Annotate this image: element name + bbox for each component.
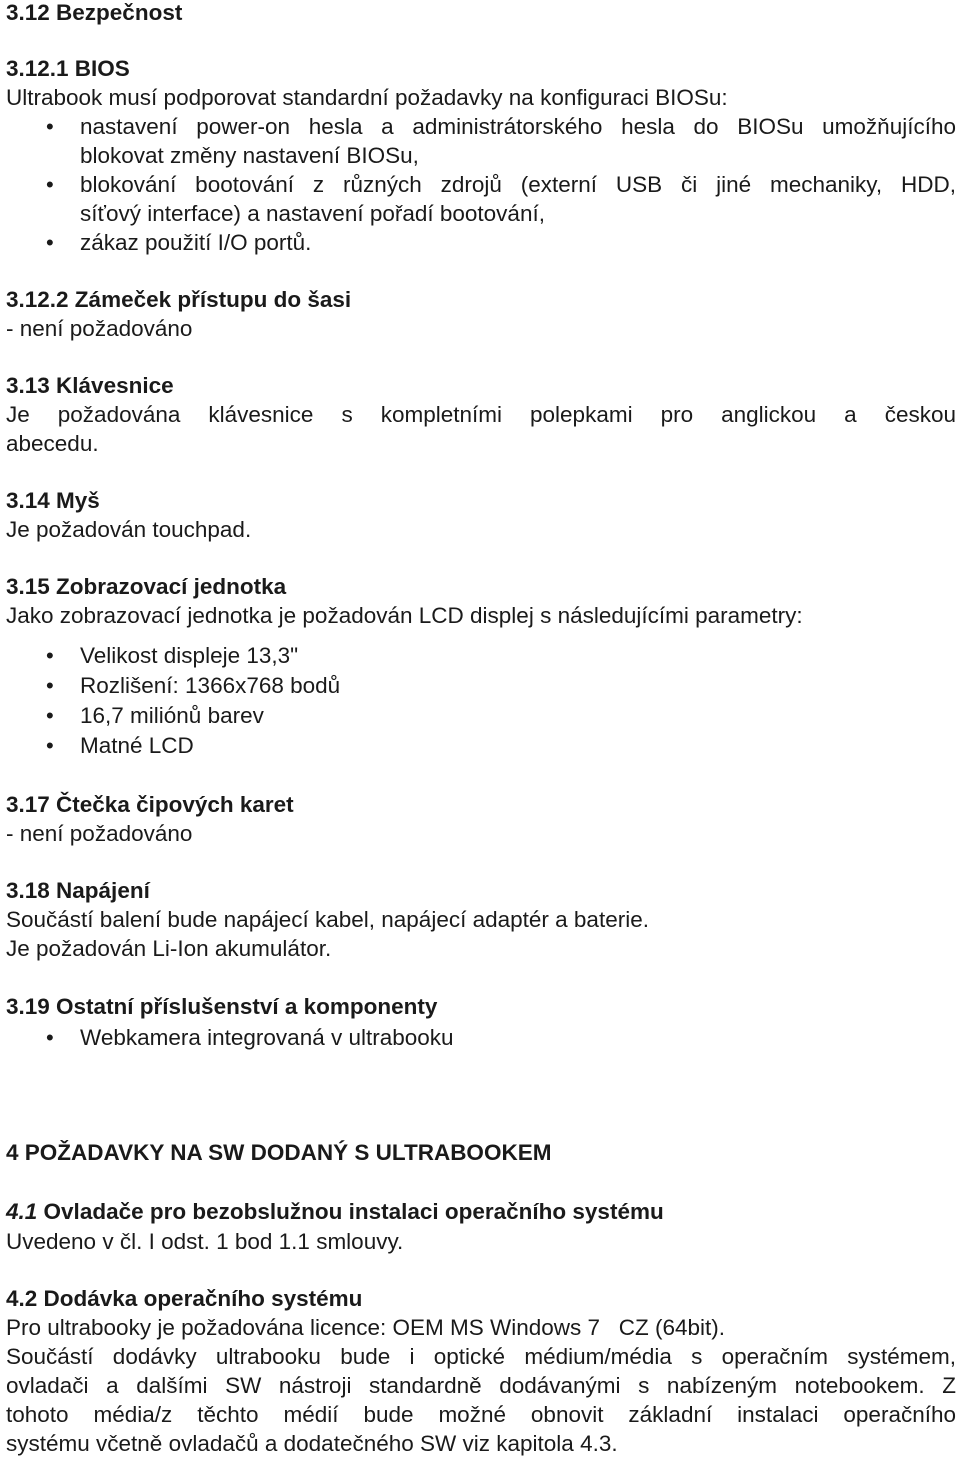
section-heading-3-14: 3.14 Myš <box>6 488 100 513</box>
list-item: zákaz použití I/O portů. <box>80 230 312 255</box>
paragraph: Pro ultrabooky je požadována licence: OEM MS Windows 7 CZ (64bit). <box>6 1315 726 1340</box>
list-item: blokování bootování z různých zdrojů (externí USB či jiné mechaniky, HDD, <box>80 172 956 197</box>
list-item: Webkamera integrovaná v ultrabooku <box>80 1025 454 1050</box>
paragraph: Je požadován Li-Ion akumulátor. <box>6 936 332 961</box>
paragraph: - není požadováno <box>6 821 193 846</box>
paragraph: Součástí balení bude napájecí kabel, napájecí adaptér a baterie. <box>6 907 649 932</box>
section-heading-3-13: 3.13 Klávesnice <box>6 373 174 398</box>
list-item: Velikost displeje 13,3" <box>80 643 299 668</box>
paragraph: Ultrabook musí podporovat standardní požadavky na konfiguraci BIOSu: <box>6 85 728 110</box>
section-heading-3-12-1: 3.12.1 BIOS <box>6 56 130 81</box>
list-item-continuation: blokovat změny nastavení BIOSu, <box>80 143 419 168</box>
bullet-icon: • <box>46 733 54 758</box>
chapter-heading-4: 4 POŽADAVKY NA SW DODANÝ S ULTRABOOKEM <box>6 1140 552 1165</box>
section-heading-3-15: 3.15 Zobrazovací jednotka <box>6 574 287 599</box>
paragraph: Součástí dodávky ultrabooku bude i optické médium/média s operačním systémem, <box>6 1344 956 1369</box>
paragraph: Je požadována klávesnice s kompletními polepkami pro anglickou a českou <box>6 402 956 427</box>
bullet-icon: • <box>46 1025 54 1050</box>
list-item: Rozlišení: 1366x768 bodů <box>80 673 341 698</box>
section-heading-4-2: 4.2 Dodávka operačního systému <box>6 1286 363 1311</box>
section-heading-3-12: 3.12 Bezpečnost <box>6 0 183 25</box>
section-heading-3-18: 3.18 Napájení <box>6 878 150 903</box>
paragraph-continuation: abecedu. <box>6 431 99 456</box>
bullet-icon: • <box>46 172 54 197</box>
list-item: 16,7 miliónů barev <box>80 703 264 728</box>
paragraph: Je požadován touchpad. <box>6 517 252 542</box>
bullet-icon: • <box>46 703 54 728</box>
paragraph-continuation: tohoto média/z těchto médií bude možné obnovit základní instalaci operačního <box>6 1402 956 1427</box>
section-heading-3-17: 3.17 Čtečka čipových karet <box>6 792 294 817</box>
list-item-continuation: síťový interface) a nastavení pořadí bootování, <box>80 201 545 226</box>
paragraph: Jako zobrazovací jednotka je požadován LCD displej s následujícími parametry: <box>6 603 803 628</box>
section-heading-4-1 <box>6 1197 664 1226</box>
paragraph-continuation: ovladači a dalšími SW nástroji standardně dodávanými s nabízeným notebookem. Z <box>6 1373 956 1398</box>
section-number: 4.1 <box>6 1199 38 1224</box>
bullet-icon: • <box>46 673 54 698</box>
list-item: nastavení power-on hesla a administrátorského hesla do BIOSu umožňujícího <box>80 114 956 139</box>
section-heading-3-19: 3.19 Ostatní příslušenství a komponenty <box>6 994 438 1019</box>
paragraph: - není požadováno <box>6 316 193 341</box>
paragraph-continuation: systému včetně ovladačů a dodatečného SW viz kapitola 4.3. <box>6 1431 618 1456</box>
bullet-icon: • <box>46 643 54 668</box>
list-item: Matné LCD <box>80 733 194 758</box>
section-heading-3-12-2: 3.12.2 Zámeček přístupu do šasi <box>6 287 352 312</box>
bullet-icon: • <box>46 230 54 255</box>
paragraph: Uvedeno v čl. I odst. 1 bod 1.1 smlouvy. <box>6 1229 404 1254</box>
section-title: Ovladače pro bezobslužnou instalaci operačního systému <box>43 1199 664 1224</box>
bullet-icon: • <box>46 114 54 139</box>
